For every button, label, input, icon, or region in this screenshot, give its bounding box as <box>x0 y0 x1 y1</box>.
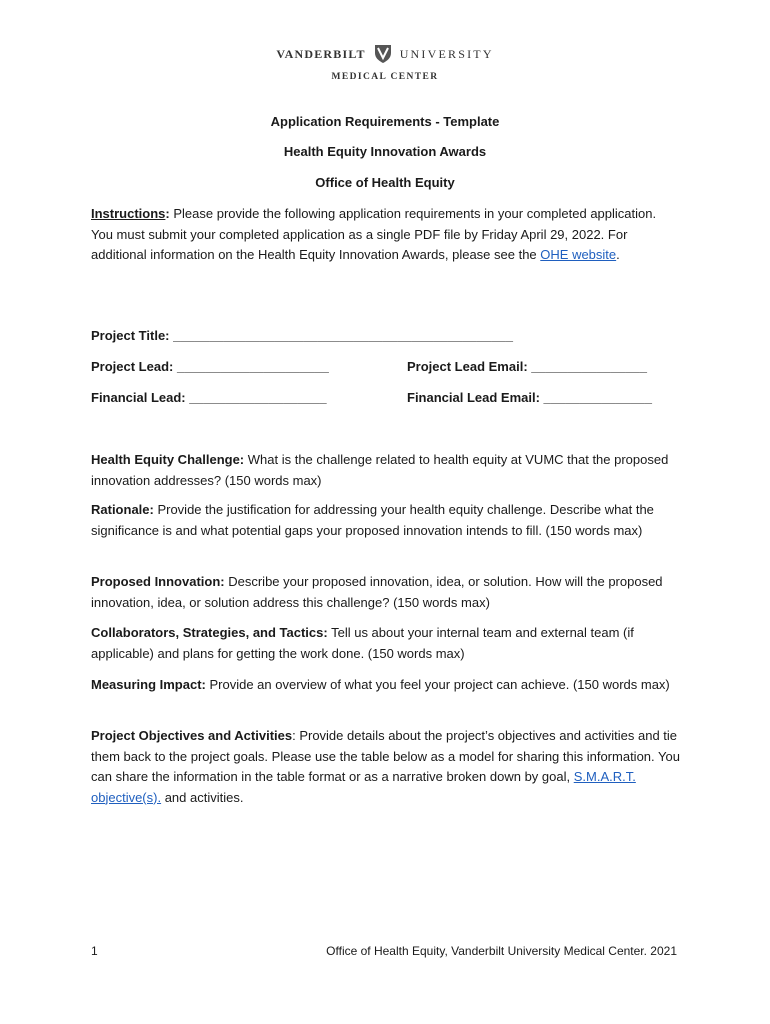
section-measuring-impact <box>91 675 681 696</box>
project-lead-field[interactable]: Project Lead: _____________________ <box>91 359 329 374</box>
page-number: 1 <box>91 944 98 958</box>
office-name: Office of Health Equity <box>315 175 455 190</box>
financial-lead-email-field[interactable]: Financial Lead Email: _______________ <box>407 390 652 405</box>
section-text: Tell us about your internal team and external team (if applicable) and plans for getting the work done. (150 words max) <box>91 625 634 661</box>
section-text: : Provide details about the project’s objectives and activities and tie them back to the project goals. Please use the table below as a model for sharing this information. You can share the information in the table format or as a narrative broken down by goal, <box>91 728 680 784</box>
vanderbilt-shield-icon <box>374 44 392 64</box>
section-health-equity-challenge <box>91 450 681 491</box>
instructions-paragraph <box>91 204 681 266</box>
document-title: Application Requirements - Template <box>270 114 500 129</box>
ohe-website-link[interactable]: OHE website <box>540 247 617 262</box>
project-title-field[interactable]: Project Title: _______________________________________________ <box>91 328 513 343</box>
section-label: Health Equity Challenge: <box>91 452 245 467</box>
instructions-end: . <box>616 247 620 262</box>
section-rationale <box>91 500 681 541</box>
section-text: Describe your proposed innovation, idea, or solution. How will the proposed innovation, idea, or solution address this challenge? (150 words max) <box>91 574 663 610</box>
project-lead-email-field[interactable]: Project Lead Email: ________________ <box>407 359 647 374</box>
section-collaborators <box>91 623 681 664</box>
section-text-end: and activities. <box>161 789 244 805</box>
section-text: Provide an overview of what you feel your project can achieve. (150 words max) <box>205 677 670 692</box>
section-text: What is the challenge related to health equity at VUMC that the proposed innovation addresses? (150 words max) <box>91 452 669 488</box>
section-objectives-activities <box>91 726 681 808</box>
logo-subtitle: MEDICAL CENTER <box>331 72 439 82</box>
section-text: Provide the justification for addressing your health equity challenge. Describe what the significance is and what potential gaps your proposed innovation intends to fill. (150 words max) <box>91 502 654 538</box>
section-label: Project Objectives and Activities <box>91 728 293 743</box>
logo-name-right: UNIVERSITY <box>399 46 494 61</box>
instructions-label: Instructions <box>91 206 166 221</box>
financial-lead-field[interactable]: Financial Lead: ___________________ <box>91 390 327 405</box>
footer-text: Office of Health Equity, Vanderbilt University Medical Center. 2021 <box>326 944 677 958</box>
logo-name-left: VANDERBILT <box>276 46 366 61</box>
award-name: Health Equity Innovation Awards <box>283 144 487 159</box>
section-label: Measuring Impact: <box>91 677 206 692</box>
logo-wordmark <box>0 44 770 64</box>
section-label: Collaborators, Strategies, and Tactics: <box>91 625 328 640</box>
instructions-text: Please provide the following application requirements in your completed application. You must submit your completed application as a single PDF file by Friday April 29, 2022. For additional information on the Health Equity Innovation Awards, please see the <box>91 206 657 262</box>
vumc-logo <box>0 44 770 82</box>
section-label: Rationale: <box>91 502 154 517</box>
smart-objectives-link[interactable]: S.M.A.R.T. objective(s). <box>91 769 636 805</box>
section-label: Proposed Innovation: <box>91 574 225 589</box>
section-proposed-innovation <box>91 572 681 613</box>
instructions-colon: : <box>165 206 170 221</box>
